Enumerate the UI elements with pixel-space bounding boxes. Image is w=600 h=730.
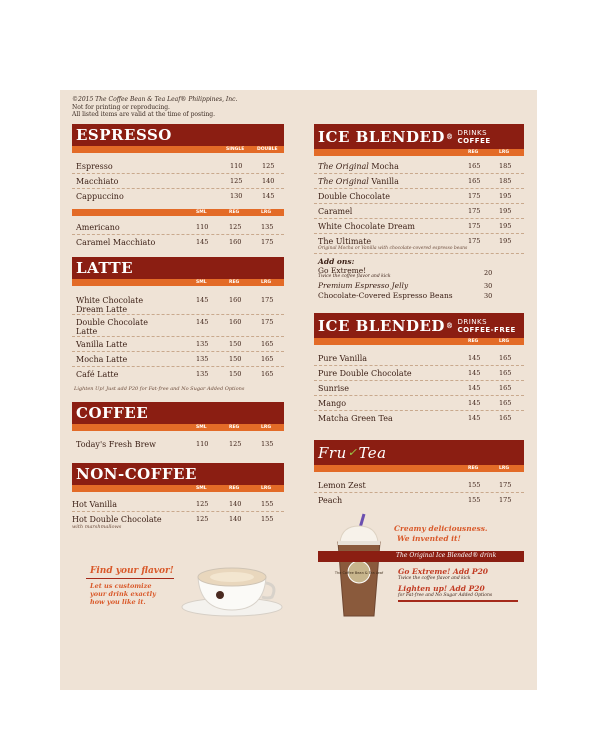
size-lrg: LRG [499, 466, 510, 471]
addon-note: Twice the coffee flavor and kick [318, 274, 391, 279]
espresso-size-bar [72, 146, 284, 153]
ice-blended-free-header [314, 313, 524, 338]
lighten-up-note: Lighten Up! Just add P20 for Fat-free and No Sugar Added Options [74, 386, 245, 392]
menu-item[interactable] [72, 159, 284, 174]
price-lrg: 165 [261, 370, 274, 378]
price-reg: 175 [468, 192, 481, 200]
price-lrg: 195 [499, 207, 512, 215]
price-lrg: 165 [261, 355, 274, 363]
price-lrg: 165 [499, 414, 512, 422]
item-name: Sunrise [318, 384, 350, 393]
price-lrg: 175 [499, 496, 512, 504]
menu-item[interactable] [314, 411, 524, 425]
addon-price: 30 [484, 292, 493, 300]
ice-coffee-size-bar [314, 149, 524, 156]
item-name: Vanilla [371, 177, 399, 186]
price-sml: 145 [196, 238, 209, 246]
creamy-tagline [394, 524, 534, 544]
menu-item[interactable] [314, 234, 524, 252]
price-lrg: 135 [261, 223, 274, 231]
menu-item[interactable] [314, 478, 524, 493]
price-lrg: 195 [499, 237, 512, 245]
drinks-label: DRINKS [457, 128, 488, 137]
price-lrg: 175 [261, 238, 274, 246]
ice-blended-cup-image [330, 512, 388, 620]
price-lrg: 165 [499, 369, 512, 377]
size-sml: SML [196, 280, 207, 285]
customize-line-1: Let us customize [90, 582, 152, 590]
coffee-free-label: COFFEE-FREE [457, 325, 516, 334]
item-name: Cappuccino [76, 192, 124, 201]
size-single: SINGLE [226, 147, 245, 152]
item-name: Pure Vanilla [318, 354, 368, 363]
size-sml: SML [196, 210, 207, 215]
item-name: Peach [318, 496, 343, 505]
price-reg: 155 [468, 496, 481, 504]
coffee-label: COFFEE [457, 136, 491, 145]
price-reg: 145 [468, 369, 481, 377]
printing-note: Not for printing or reproducing. [72, 103, 170, 111]
addon-item[interactable] [314, 281, 524, 291]
addon-item[interactable] [314, 266, 524, 281]
item-name: Double Chocolate Latte [76, 318, 149, 336]
addon-name: Go Extreme! [318, 266, 367, 275]
drinks-subtitle [457, 129, 490, 145]
item-prefix: The Original [318, 177, 369, 186]
left-column [72, 124, 284, 530]
price-sml: 145 [196, 296, 209, 304]
price-sml: 125 [196, 515, 209, 523]
validity-note: All listed items are valid at the time of posting. [72, 111, 216, 118]
promo-divider [398, 600, 518, 602]
lighten-up-note: for Fat-free and No Sugar Added Options [398, 593, 493, 598]
size-reg: REG [229, 210, 240, 215]
menu-item[interactable] [314, 189, 524, 204]
drinks-subtitle [457, 318, 515, 334]
price-reg: 165 [468, 162, 481, 170]
registered-mark: ® [445, 132, 454, 141]
size-reg: REG [229, 280, 240, 285]
price-double: 140 [262, 177, 275, 185]
price-lrg: 155 [261, 515, 274, 523]
item-name: White Chocolate Dream Latte [76, 296, 144, 314]
item-name: Matcha Green Tea [318, 414, 393, 423]
price-reg: 155 [468, 481, 481, 489]
price-sml: 135 [196, 355, 209, 363]
price-reg: 125 [229, 440, 242, 448]
item-name: Caramel Macchiato [76, 238, 156, 247]
price-single: 110 [230, 162, 243, 170]
price-reg: 145 [468, 399, 481, 407]
price-sml: 110 [196, 440, 209, 448]
item-name: Lemon Zest [318, 481, 366, 490]
menu-item[interactable] [314, 381, 524, 396]
frutea-title-a: Fru [318, 443, 347, 462]
find-flavor-promo [90, 566, 180, 606]
price-reg: 150 [229, 370, 242, 378]
price-lrg: 175 [261, 318, 274, 326]
coffee-header [72, 402, 284, 424]
price-reg: 140 [229, 500, 242, 508]
price-lrg: 195 [499, 192, 512, 200]
size-reg: REG [229, 425, 240, 430]
marshmallow-note: with marshmallows [72, 524, 122, 530]
item-prefix: The Original [318, 162, 369, 171]
size-sml: SML [196, 486, 207, 491]
menu-item[interactable] [72, 220, 284, 235]
tagline-2: We invented it! [397, 534, 461, 543]
espresso-header [72, 124, 284, 146]
latte-size-bar [72, 279, 284, 286]
size-lrg: LRG [261, 210, 272, 215]
price-lrg: 135 [261, 440, 274, 448]
price-sml: 145 [196, 318, 209, 326]
go-extreme-title: Go Extreme! Add P20 [398, 567, 488, 576]
menu-item[interactable] [72, 293, 284, 315]
tagline-1: Creamy deliciousness. [394, 524, 488, 533]
size-sml: SML [196, 425, 207, 430]
cup-logo-text: The Coffee Bean & Tea Leaf [334, 571, 384, 575]
ice-free-size-bar [314, 338, 524, 345]
size-double: DOUBLE [257, 147, 278, 152]
customize-line-3: how you like it. [90, 598, 146, 606]
non-coffee-size-bar [72, 485, 284, 492]
cappuccino-cup-image [180, 555, 284, 617]
size-lrg: LRG [261, 280, 272, 285]
item-name: Hot Double Chocolate [72, 515, 162, 524]
addon-item[interactable] [314, 291, 524, 301]
price-double: 145 [262, 192, 275, 200]
item-name: Caramel [318, 207, 353, 216]
price-reg: 150 [229, 340, 242, 348]
price-reg: 160 [229, 238, 242, 246]
item-name: Vanilla Latte [76, 340, 128, 349]
price-sml: 110 [196, 223, 209, 231]
price-lrg: 165 [499, 384, 512, 392]
non-coffee-header [72, 463, 284, 485]
price-reg: 145 [468, 414, 481, 422]
price-lrg: 155 [261, 500, 274, 508]
price-reg: 125 [229, 223, 242, 231]
size-lrg: LRG [499, 150, 510, 155]
menu-item[interactable] [72, 189, 284, 203]
menu-item[interactable] [314, 396, 524, 411]
go-extreme-promo [398, 567, 528, 602]
price-reg: 145 [468, 354, 481, 362]
registered-mark: ® [445, 321, 454, 330]
price-sml: 135 [196, 340, 209, 348]
espresso-size-bar-2 [72, 209, 284, 216]
addon-price: 20 [484, 269, 493, 277]
latte-title: LATTE [76, 259, 134, 277]
menu-item[interactable] [72, 337, 284, 352]
item-name: The Ultimate [318, 237, 372, 246]
item-name: Mocha [371, 162, 399, 171]
price-reg: 160 [229, 318, 242, 326]
price-lrg: 165 [499, 354, 512, 362]
item-name: Pure Double Chocolate [318, 369, 412, 378]
item-name: Double Chocolate [318, 192, 391, 201]
coffee-size-bar [72, 424, 284, 431]
menu-item[interactable] [72, 352, 284, 367]
addons-title: Add ons: [318, 257, 355, 266]
copyright-line: ©2015 The Coffee Bean & Tea Leaf® Philippines, Inc. [72, 96, 238, 103]
menu-item[interactable] [314, 159, 524, 174]
price-reg: 150 [229, 355, 242, 363]
customize-line-2: your drink exactly [90, 590, 156, 598]
menu-item[interactable] [314, 493, 524, 507]
price-lrg: 165 [499, 399, 512, 407]
price-lrg: 185 [499, 177, 512, 185]
item-name: Mango [318, 399, 347, 408]
addon-price: 30 [484, 282, 493, 290]
item-name: White Chocolate Dream [318, 222, 415, 231]
ice-blended-title: ICE BLENDED [318, 316, 445, 335]
size-reg: REG [468, 339, 479, 344]
frutea-header [314, 440, 524, 465]
item-name: Macchiato [76, 177, 119, 186]
menu-item[interactable] [72, 497, 284, 512]
menu-item[interactable] [72, 174, 284, 189]
menu-item[interactable] [314, 351, 524, 366]
price-reg: 140 [229, 515, 242, 523]
item-name: Hot Vanilla [72, 500, 117, 509]
price-sml: 135 [196, 370, 209, 378]
original-banner-text: The Original Ice Blended® drink [396, 552, 497, 559]
menu-item[interactable] [72, 315, 284, 337]
price-lrg: 195 [499, 222, 512, 230]
price-reg: 175 [468, 237, 481, 245]
price-lrg: 175 [499, 481, 512, 489]
item-name: Espresso [76, 162, 113, 171]
addon-name: Chocolate-Covered Espresso Beans [318, 291, 453, 300]
addon-name: Premium Espresso Jelly [318, 281, 409, 290]
menu-item[interactable] [314, 219, 524, 234]
menu-item[interactable] [72, 437, 284, 451]
non-coffee-title: NON-COFFEE [76, 465, 197, 483]
right-column [314, 124, 524, 507]
go-extreme-note: Twice the coffee flavor and kick [398, 576, 471, 581]
menu-item[interactable] [72, 235, 284, 249]
menu-item[interactable] [314, 174, 524, 189]
latte-header [72, 257, 284, 279]
price-sml: 125 [196, 500, 209, 508]
price-reg: 165 [468, 177, 481, 185]
ice-blended-coffee-header [314, 124, 524, 149]
ultimate-note: Original Mocha or Vanilla with chocolate-covered espresso beans [314, 246, 524, 254]
menu-item[interactable] [72, 367, 284, 381]
item-name: Café Latte [76, 370, 119, 379]
item-name: Mocha Latte [76, 355, 128, 364]
size-reg: REG [468, 466, 479, 471]
price-reg: 160 [229, 296, 242, 304]
price-reg: 175 [468, 222, 481, 230]
size-reg: REG [468, 150, 479, 155]
price-lrg: 185 [499, 162, 512, 170]
fine-print [72, 96, 272, 119]
size-reg: REG [229, 486, 240, 491]
frutea-title-b: Tea [358, 443, 387, 462]
price-reg: 145 [468, 384, 481, 392]
headline-divider [86, 578, 174, 579]
price-reg: 175 [468, 207, 481, 215]
lighten-up-title: Lighten up! Add P20 [398, 584, 485, 593]
price-lrg: 165 [261, 340, 274, 348]
size-lrg: LRG [499, 339, 510, 344]
find-flavor-headline: Find your flavor! [90, 566, 174, 576]
size-lrg: LRG [261, 425, 272, 430]
menu-item[interactable] [72, 512, 284, 526]
ice-blended-title: ICE BLENDED [318, 127, 445, 146]
price-single: 125 [230, 177, 243, 185]
menu-item[interactable] [314, 366, 524, 381]
drinks-label: DRINKS [457, 317, 488, 326]
frutea-size-bar [314, 465, 524, 472]
menu-item[interactable] [314, 204, 524, 219]
item-name: Today's Fresh Brew [76, 440, 156, 449]
price-double: 125 [262, 162, 275, 170]
price-lrg: 175 [261, 296, 274, 304]
original-banner [318, 551, 524, 562]
item-name: Americano [76, 223, 120, 232]
coffee-title: COFFEE [76, 404, 149, 422]
leaf-icon: ✓ [347, 446, 358, 459]
price-single: 130 [230, 192, 243, 200]
espresso-title: ESPRESSO [76, 126, 172, 144]
size-lrg: LRG [261, 486, 272, 491]
